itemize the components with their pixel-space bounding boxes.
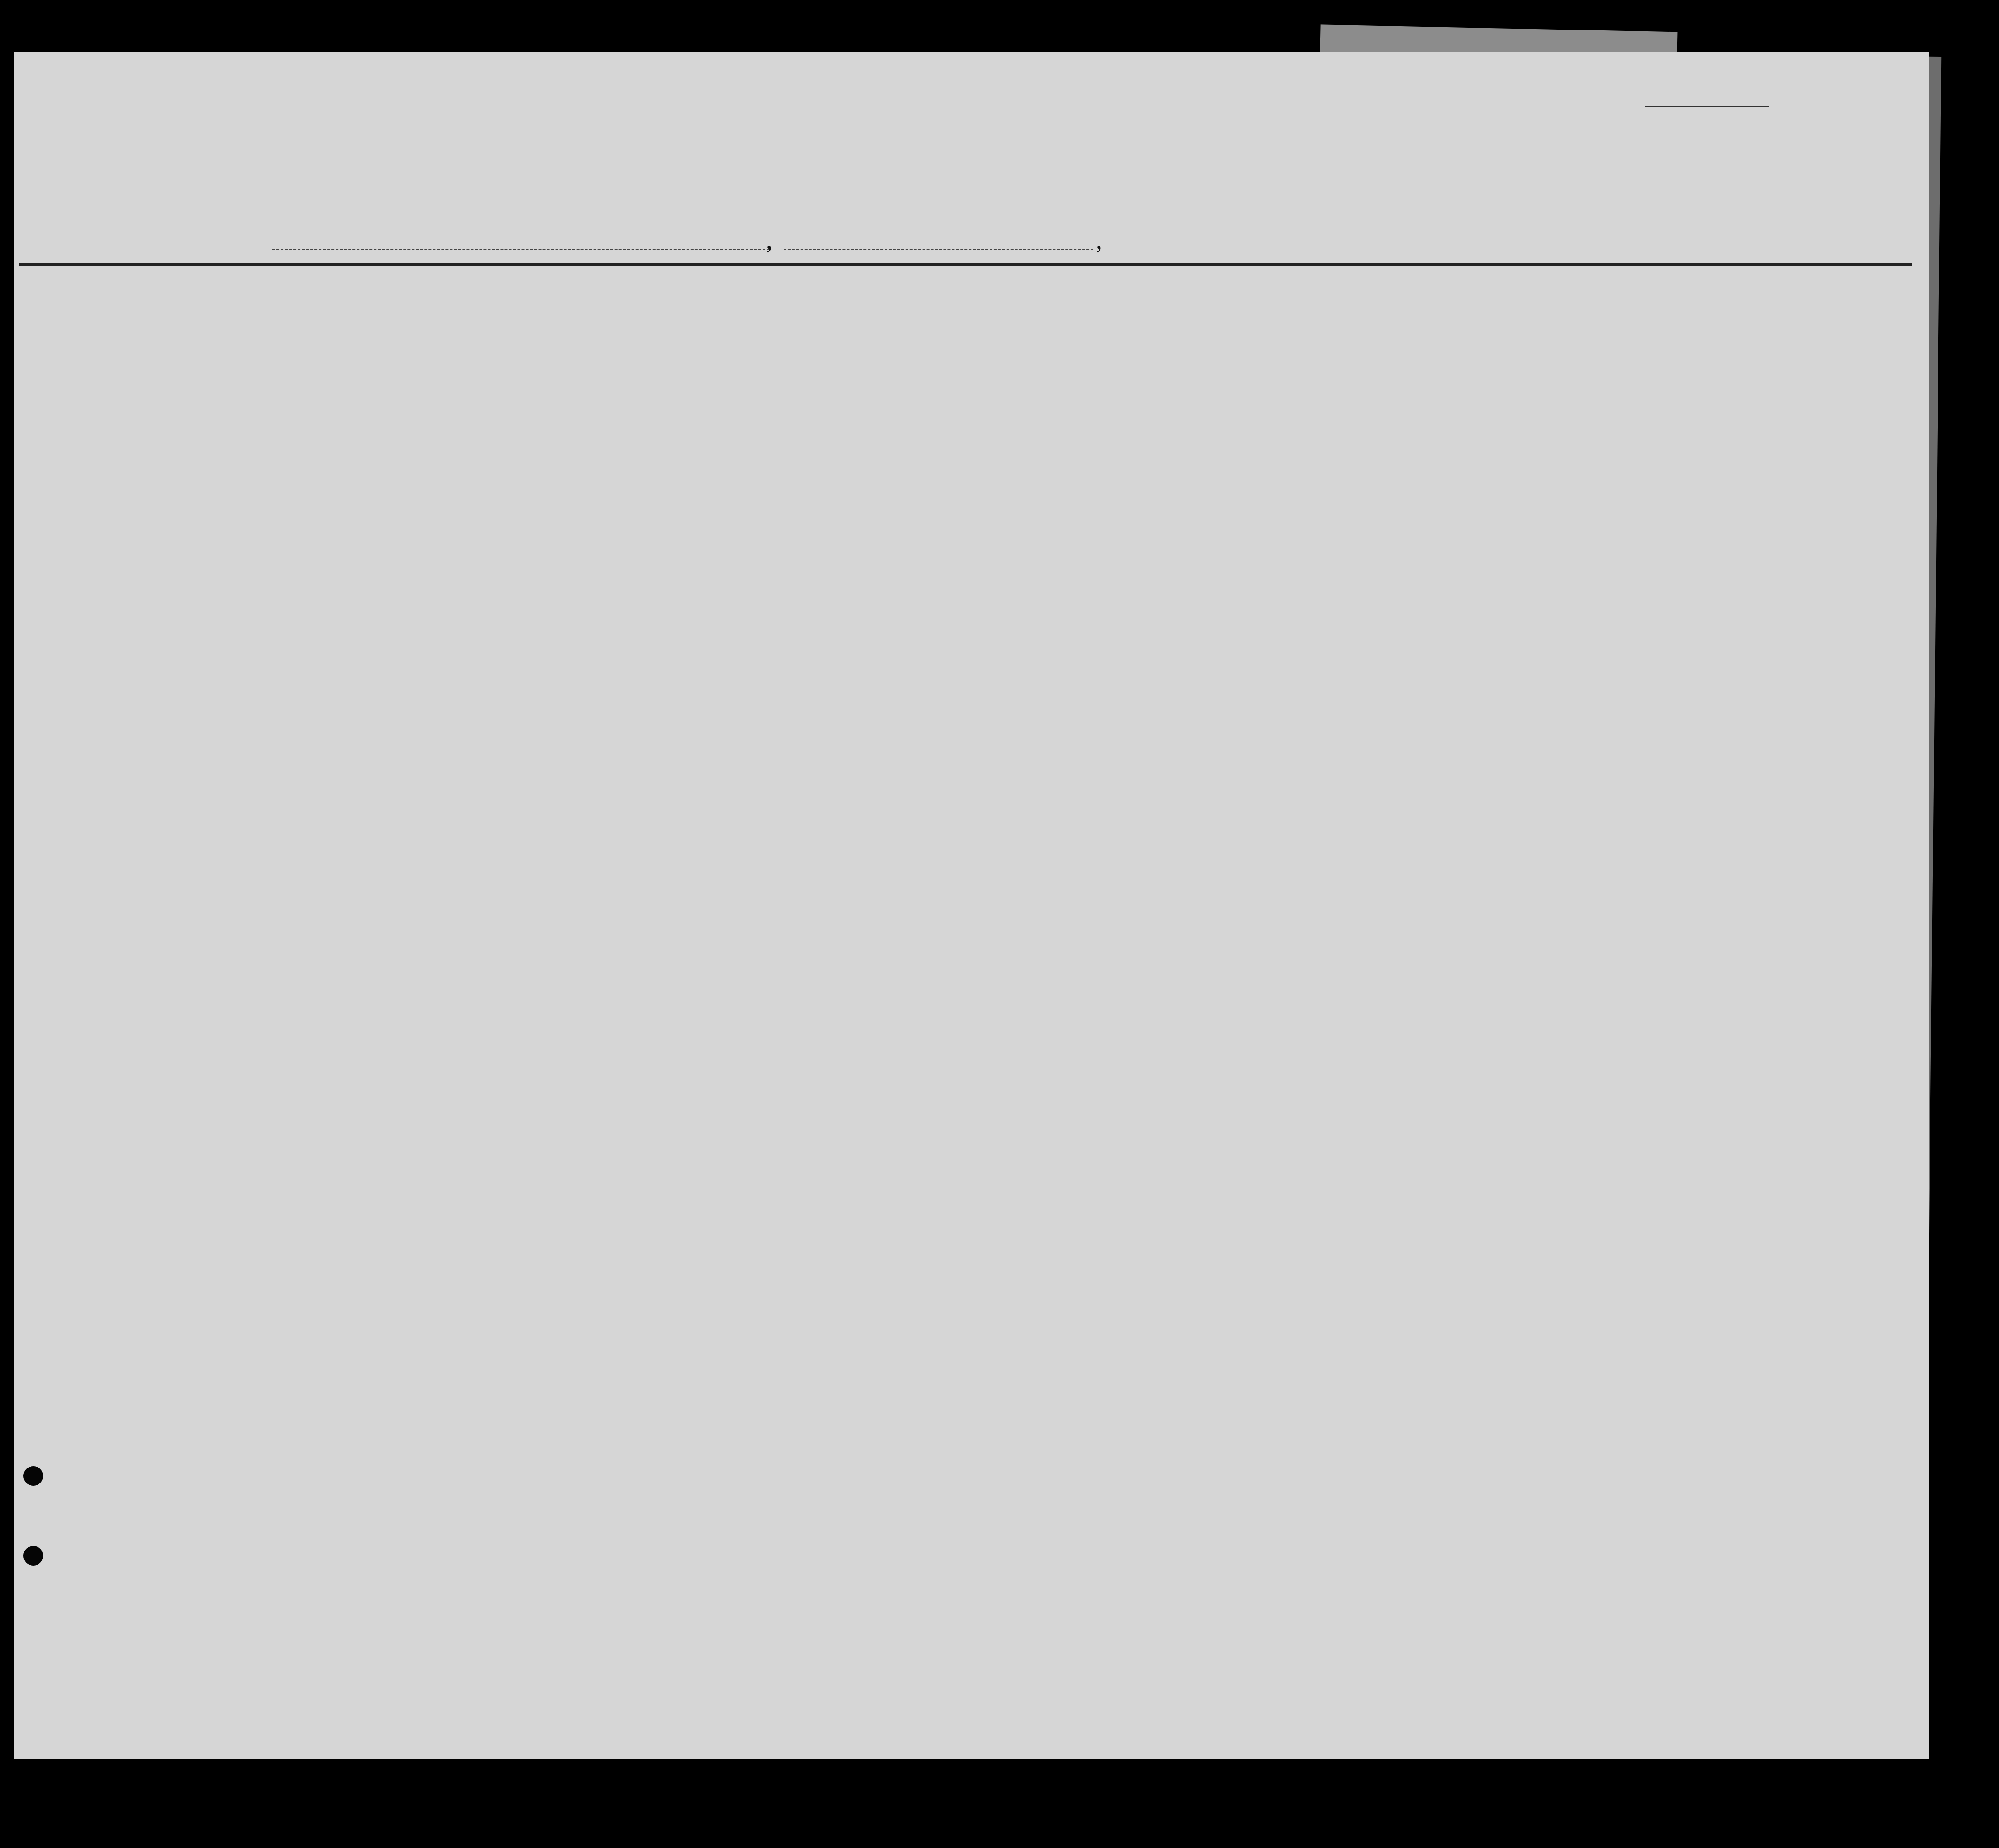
binding-hole	[23, 1546, 43, 1566]
binding-hole	[23, 1466, 43, 1486]
